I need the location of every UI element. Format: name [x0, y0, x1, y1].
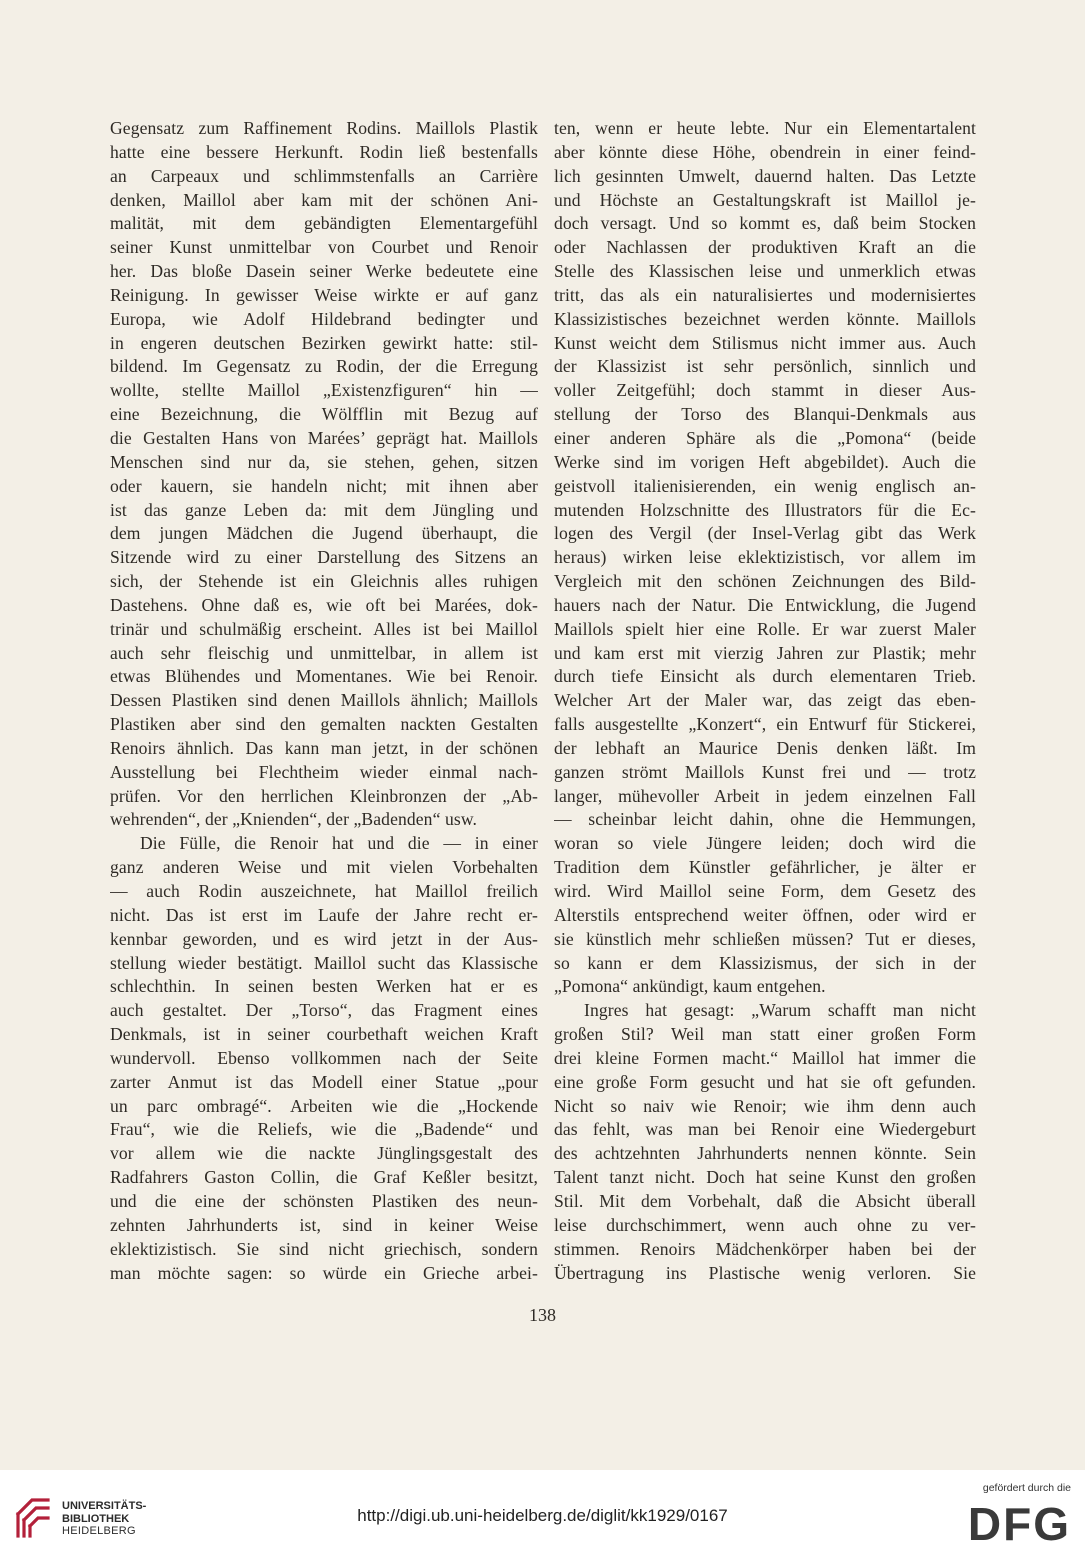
left-column-line: Plastiken aber sind den gemalten nackten Gestalten	[110, 714, 538, 735]
left-column-line: vor allem wie die nackte Jünglingsgestalt des	[110, 1143, 538, 1164]
left-column-line: eklektizistisch. Sie sind nicht griechisch, sondern	[110, 1238, 538, 1259]
left-column-line: her. Das bloße Dasein seiner Werke bedeutete eine	[110, 261, 538, 282]
right-column-line: „Pomona“ ankündigt, kaum entgehen.	[554, 976, 826, 997]
right-column-line: geistvoll italienisierenden, ein wenig englisch an-	[554, 475, 976, 496]
left-column-line: bildend. Im Gegensatz zu Rodin, der die Erregung	[110, 356, 538, 377]
left-column-line: wundervoll. Ebenso vollkommen nach der Seite	[110, 1047, 538, 1068]
right-column-line: des achtzehnten Jahrhunderts nennen könnte. Sein	[554, 1143, 976, 1164]
text-column-left	[110, 117, 538, 1285]
right-column-line: voller Zeitgefühl; doch stammt in dieser Aus-	[554, 380, 976, 401]
left-column-line: und die eine der schönsten Plastiken des neun-	[110, 1190, 538, 1211]
right-column-line: Stil. Mit dem Vorbehalt, daß die Absicht überall	[554, 1190, 976, 1211]
library-name-line1: UNIVERSITÄTS-	[62, 1500, 147, 1512]
left-column-line: Sitzende wird zu einer Darstellung des Sitzens an	[110, 547, 538, 568]
right-column-line: Tradition dem Künstler gefährlicher, je älter er	[554, 857, 976, 878]
left-column-line: seiner Kunst unmittelbar von Courbet und Renoir	[110, 237, 538, 258]
left-column-line: ist das ganze Leben da: mit dem Jüngling und	[110, 499, 538, 520]
right-column-line: so kann er dem Klassizismus, der sich in der	[554, 952, 976, 973]
left-column-line: zarter Anmut ist das Modell einer Statue „pour	[110, 1071, 538, 1092]
right-column-line: Alterstils entsprechend weiter öffnen, oder wird er	[554, 904, 976, 925]
left-column-line: denken, Maillol aber kam mit der schönen Ani-	[110, 189, 538, 210]
text-column-right	[554, 117, 976, 1285]
right-column-line: ten, wenn er heute lebte. Nur ein Elementartalent	[554, 118, 976, 138]
right-column-line: Ingres hat gesagt: „Warum schafft man nicht	[584, 1000, 976, 1021]
left-column-line: un parc ombragé“. Arbeiten wie die „Hockende	[110, 1095, 538, 1116]
left-column-line: oder kauern, sie handeln nicht; mit ihnen aber	[110, 475, 538, 496]
source-url-link[interactable]: http://digi.ub.uni-heidelberg.de/diglit/kk1929/0167	[357, 1506, 728, 1525]
left-column-line: in engeren deutschen Bezirken gewirkt hatte: stil-	[110, 332, 538, 353]
left-column-line: auch sehr fleischig und unmittelbar, in allem ist	[110, 642, 538, 663]
left-column-line: nicht. Das ist erst im Laufe der Jahre recht er-	[110, 904, 538, 925]
right-column-line: großen Stil? Weil man statt einer großen Form	[554, 1024, 976, 1045]
left-column-line: stellung wieder bestätigt. Maillol sucht das Klassische	[110, 952, 538, 973]
right-column-line: der lebhaft an Maurice Denis denken läßt. Im	[554, 737, 976, 758]
left-column-line: wehrenden“, der „Knienden“, der „Badenden“ usw.	[110, 809, 477, 830]
right-column-line: hauers nach der Natur. Die Entwicklung, die Jugend	[554, 594, 976, 615]
left-column-line: malität, mit dem gebändigten Elementargefühl	[110, 213, 538, 234]
right-column-line: stellung der Torso des Blanqui-Denkmals aus	[554, 404, 976, 425]
right-column-line: lich gesinnten Umwelt, dauernd halten. Das Letzte	[554, 165, 976, 186]
left-column-line: Europa, wie Adolf Hildebrand bedingter und	[110, 308, 538, 329]
right-column-line: Kunst weicht dem Stilismus nicht immer aus. Auch	[554, 332, 976, 353]
left-column-line: schlechthin. In seinen besten Werken hat er es	[110, 976, 538, 997]
left-column-line: Ausstellung bei Flechtheim wieder einmal nach-	[110, 761, 538, 782]
right-column-line: Stelle des Klassischen leise und unmerklich etwas	[554, 261, 976, 282]
left-column-line: kennbar geworden, und es wird jetzt in der Aus-	[110, 928, 538, 949]
left-column-line: etwas Blühendes und Momentanes. Wie bei Renoir.	[110, 666, 538, 687]
left-column-line: ganz anderen Weise und mit vielen Vorbehalten	[110, 857, 538, 878]
left-column-line: eine Bezeichnung, die Wölfflin mit Bezug auf	[110, 404, 538, 425]
right-column-line: Übertragung ins Plastische wenig verloren. Sie	[554, 1262, 976, 1283]
right-column-line: ganzen strömt Maillols Kunst frei und — trotz	[554, 761, 976, 782]
right-column-line: sie künstlich mehr schließen müssen? Tut er dieses,	[554, 928, 976, 949]
right-column-line: Vergleich mit den schönen Zeichnungen des Bild-	[554, 571, 976, 592]
right-column-line: wird. Wird Maillol seine Form, dem Gesetz des	[554, 881, 976, 901]
right-column-line: mutenden Holzschnitte des Illustrators für die Ec-	[554, 499, 976, 520]
left-column-line: Dastehens. Ohne daß es, wie oft bei Marées, dok-	[110, 594, 538, 615]
left-column-line: prüfen. Vor den herrlichen Kleinbronzen der „Ab-	[110, 785, 538, 806]
left-column-line: Die Fülle, die Renoir hat und die — in einer	[140, 833, 538, 854]
page-number: 138	[529, 1305, 556, 1325]
right-column-line: Maillols spielt hier eine Rolle. Er war zuerst Maler	[554, 618, 976, 639]
right-column-line: Werke sind im vorigen Heft abgebildet). Auch die	[554, 451, 976, 472]
right-column-line: durch tiefe Einsicht als durch elementaren Trieb.	[554, 666, 976, 687]
left-column-line: die Gestalten Hans von Marées’ geprägt hat. Maillols	[110, 427, 538, 448]
left-column-line: sich, der Stehende ist ein Gleichnis alles ruhigen	[110, 571, 538, 592]
left-column-line: hatte eine bessere Herkunft. Rodin ließ bestenfalls	[110, 141, 538, 162]
right-column-line: oder Nachlassen der produktiven Kraft an die	[554, 237, 976, 258]
left-column-line: Reinigung. In gewisser Weise wirkte er auf ganz	[110, 284, 538, 305]
right-column-line: eine große Form gesucht und hat sie oft gefunden.	[554, 1071, 976, 1092]
right-column-line: und kam erst mit vierzig Jahren zur Plastik; mehr	[554, 642, 976, 663]
left-column-line: Renoirs ähnlich. Das kann man jetzt, in der schönen	[110, 737, 538, 758]
left-column-line: Radfahrers Gaston Collin, die Graf Keßler besitzt,	[110, 1167, 538, 1188]
right-column-line: und Höchste an Gestaltungskraft ist Maillol je-	[554, 189, 976, 210]
left-column-line: trinär und schulmäßig erscheint. Alles ist bei Maillol	[110, 618, 538, 639]
right-column-line: Nicht so naiv wie Renoir; wie ihm denn auch	[554, 1095, 976, 1116]
right-column-line: falls ausgestellte „Konzert“, ein Entwurf für Stickerei,	[554, 714, 976, 735]
left-column-line: — auch Rodin auszeichnete, hat Maillol freilich	[110, 881, 538, 901]
left-column-line: dem jungen Mädchen die Jugend überhaupt, die	[110, 523, 538, 544]
right-column-line: das fehlt, was man bei Renoir eine Wiedergeburt	[554, 1119, 976, 1140]
left-column-line: Denkmals, ist in seiner courbethaft weichen Kraft	[110, 1024, 538, 1045]
left-column-line: zehnten Jahrhunderts ist, sind in keiner Weise	[110, 1214, 538, 1235]
right-column-line: tritt, das als ein naturalisiertes und modernisiertes	[554, 284, 976, 305]
left-column-line: Menschen sind nur da, sie stehen, gehen, sitzen	[110, 451, 538, 472]
right-column-line: — scheinbar leicht dahin, ohne die Hemmungen,	[554, 809, 976, 830]
dfg-logo: DFG	[967, 1498, 1071, 1550]
left-column-line: Frau“, wie die Reliefs, wie die „Badende“ und	[110, 1119, 538, 1140]
left-column-line: Gegensatz zum Raffinement Rodins. Maillols Plastik	[110, 118, 538, 138]
left-column-line: auch gestaltet. Der „Torso“, das Fragment eines	[110, 1000, 538, 1021]
right-column-line: woran so viele Jüngere leiden; doch wird die	[554, 833, 976, 854]
digitization-footer	[0, 1470, 1085, 1564]
left-column-line: an Carpeaux und schlimmstenfalls an Carrière	[110, 165, 538, 186]
right-column-line: Welcher Art der Maler war, das zeigt das eben-	[554, 690, 976, 711]
right-column-line: logen des Vergil (der Insel-Verlag gibt das Werk	[554, 523, 976, 544]
right-column-line: langer, mühevoller Arbeit in jedem einzelnen Fall	[554, 785, 976, 806]
right-column-line: Talent tanzt nicht. Doch hat seine Kunst den großen	[554, 1167, 976, 1188]
right-column-line: doch versagt. Und so kommt es, daß beim Stocken	[554, 213, 976, 234]
left-column-line: Dessen Plastiken sind denen Maillols ähnlich; Maillols	[110, 690, 538, 711]
right-column-line: heraus) wirken leise eklektizistisch, vor allem im	[554, 547, 976, 568]
library-name-line2: BIBLIOTHEK	[62, 1512, 130, 1525]
right-column-line: einer anderen Sphäre als die „Pomona“ (beide	[554, 427, 976, 448]
right-column-line: drei kleine Formen macht.“ Maillol hat immer die	[554, 1047, 976, 1068]
right-column-line: leise durchschimmert, wenn auch ohne zu ver-	[554, 1214, 976, 1235]
funding-caption: gefördert durch die	[982, 1482, 1071, 1494]
right-column-line: stimmen. Renoirs Mädchenkörper haben bei der	[554, 1238, 976, 1259]
library-name-line3: HEIDELBERG	[62, 1525, 136, 1537]
left-column-line: man möchte sagen: so würde ein Grieche arbei-	[110, 1262, 538, 1283]
right-column-line: Klassizistisches bezeichnet werden könnte. Maillols	[554, 308, 976, 329]
left-column-line: wollte, stellte Maillol „Existenzfiguren“ hin —	[110, 380, 538, 401]
right-column-line: der Klassizist ist sehr persönlich, sinnlich und	[554, 356, 976, 377]
right-column-line: aber könnte diese Höhe, obendrein in einer feind-	[554, 141, 976, 162]
